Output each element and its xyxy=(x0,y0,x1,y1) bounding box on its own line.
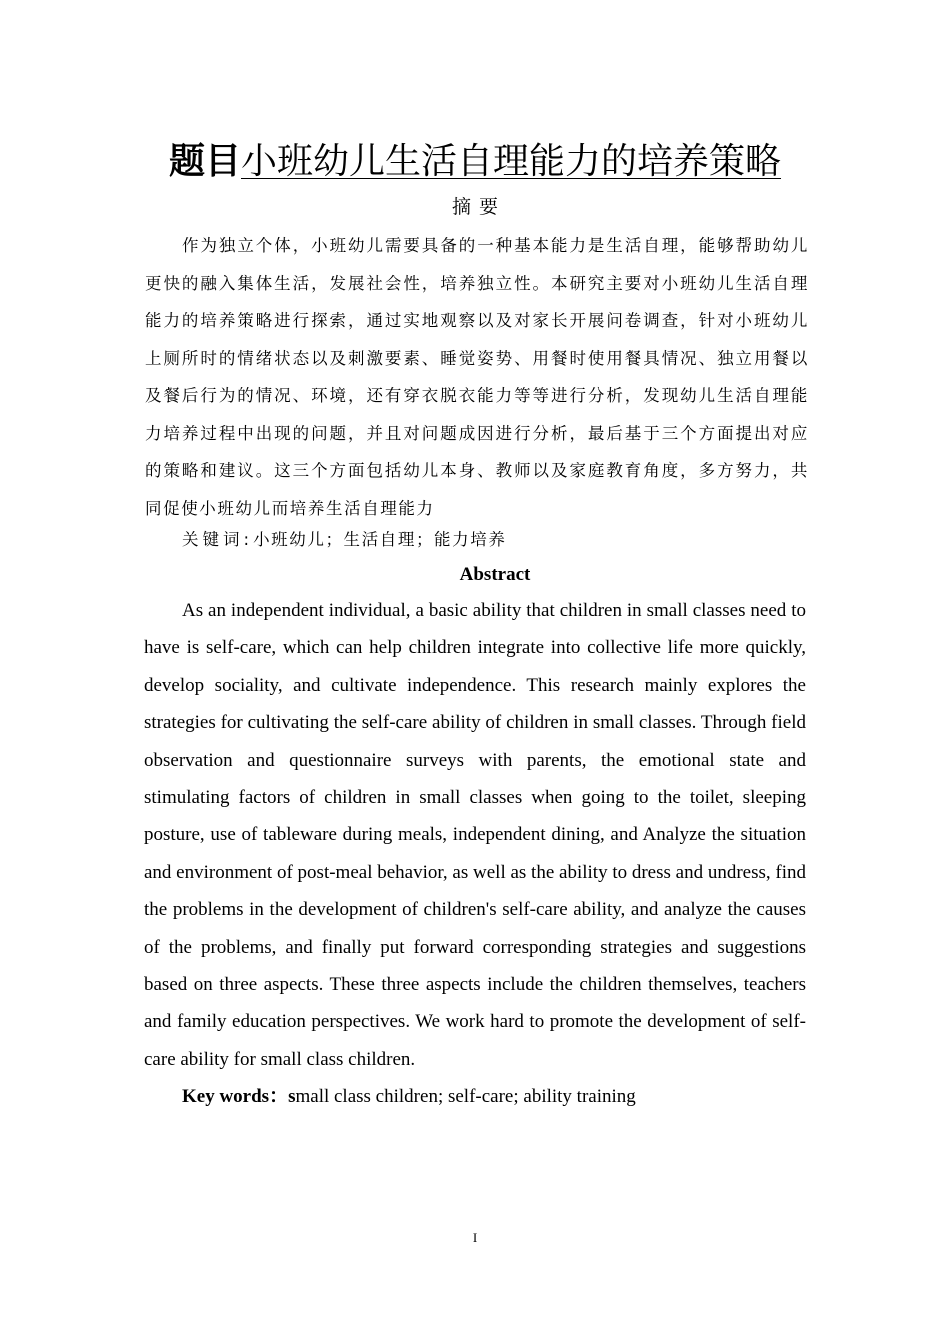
cn-keywords xyxy=(182,524,809,556)
title-label: 题目 xyxy=(168,141,241,182)
cn-abstract-body: 作为独立个体，小班幼儿需要具备的一种基本能力是生活自理，能够帮助幼儿更快的融入集体生活，发展社会性，培养独立性。本研究主要对小班幼儿生活自理能力的培养策略进行探索，通过实地观察以及对家长开展问卷调查，针对小班幼儿上厕所时的情绪状态以及刺激要素、睡觉姿势、用餐时使用餐具情况、独立用餐以及餐后行为的情况、环境，还有穿衣脱衣能力等等进行分析，发现幼儿生活自理能力培养过程中出现的问题，并且对问题成因进行分析，最后基于三个方面提出对应的策略和建议。这三个方面包括幼儿本身、教师以及家庭教育角度，多方努力，共同促使小班幼儿而培养生活自理能力 xyxy=(145,236,809,518)
title-text: 小班幼儿生活自理能力的培养策略 xyxy=(241,141,782,182)
en-abstract-body: As an independent individual, a basic ability that children in small classes need to have is self-care, which can help children integrate into collective life more quickly, develop sociality, and cultivate independence. This research mainly explores the strategies for cultivating the self-care ability of children in small classes. Through field observation and questionnaire surveys with parents, the emotional state and stimulating factors of children in small classes when going to the toilet, sleeping posture, use of tableware during meals, independent dining, and Analyze the situation and environment of post-meal behavior, as well as the ability to dress and undress, find the problems in the development of children's self-care ability, and analyze the causes of the problems, and finally put forward corresponding strategies and suggestions based on three aspects. These three aspects include the children themselves, teachers and family education perspectives. We work hard to promote the development of self-care ability for small class children. xyxy=(144,600,806,1070)
cn-abstract-heading: 摘要 xyxy=(451,196,506,218)
cn-keywords-text: 小班幼儿；生活自理；能力培养 xyxy=(253,530,507,549)
en-keywords-text: mall class children; self-care; ability training xyxy=(295,1086,636,1107)
cn-keywords-label: 关键词: xyxy=(182,530,254,549)
document-title xyxy=(0,135,950,188)
en-keywords xyxy=(182,1078,806,1115)
en-keywords-label: Key words： xyxy=(182,1086,289,1107)
en-abstract-heading: Abstract xyxy=(459,564,531,585)
en-keywords-first-letter: s xyxy=(288,1086,296,1107)
page-number: I xyxy=(472,1230,478,1245)
